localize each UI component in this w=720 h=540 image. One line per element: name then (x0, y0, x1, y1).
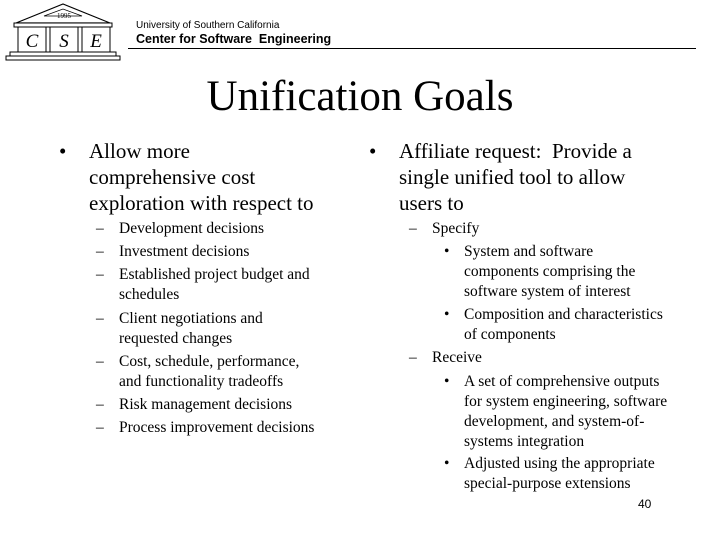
left-subitem (96, 242, 250, 262)
subitem-line: Process improvement decisions (119, 419, 315, 436)
dash-icon: – (409, 349, 417, 366)
subitem-line: and functionality tradeoffs (119, 373, 284, 390)
bullet-icon: • (444, 455, 450, 472)
item-line: Adjusted using the appropriate (464, 455, 655, 472)
item-line: development, and system-of- (464, 413, 645, 430)
specify-item (444, 242, 636, 302)
right-main-bullet (369, 138, 632, 216)
dash-icon: – (96, 310, 104, 327)
bullet-line: comprehensive cost (89, 165, 256, 189)
page-number: 40 (638, 497, 652, 511)
bullet-line: single unified tool to allow (399, 165, 626, 189)
right-subitem-receive (409, 348, 482, 368)
item-line: A set of comprehensive outputs (464, 373, 660, 390)
header-rule (128, 48, 696, 49)
subitem-line: Receive (432, 349, 482, 366)
bullet-icon: • (444, 243, 450, 260)
subitem-line: Development decisions (119, 220, 265, 237)
left-subitem (96, 395, 293, 415)
left-subitem (96, 418, 315, 438)
dash-icon: – (409, 220, 417, 237)
logo-letter-s: S (59, 31, 69, 52)
bullet-icon: • (59, 139, 67, 163)
bullet-line: users to (399, 191, 464, 215)
left-subitem (96, 352, 300, 392)
dash-icon: – (96, 220, 104, 237)
bullet-line: Allow more (89, 139, 190, 163)
item-line: systems integration (464, 433, 585, 450)
left-subitem (96, 219, 265, 239)
subitem-line: Risk management decisions (119, 396, 293, 413)
logo-letter-c: C (25, 31, 39, 52)
logo-year: 1995 (57, 12, 71, 20)
subitem-line: Investment decisions (119, 243, 250, 260)
item-line: for system engineering, software (464, 393, 668, 410)
subitem-line: requested changes (119, 330, 233, 347)
bullet-icon: • (444, 373, 450, 390)
dash-icon: – (96, 396, 104, 413)
subitem-line: Client negotiations and (119, 310, 263, 327)
subitem-line: Cost, schedule, performance, (119, 353, 300, 370)
bullet-icon: • (444, 306, 450, 323)
item-line: of components (464, 326, 556, 343)
subitem-line: Specify (432, 220, 480, 237)
logo-letter-e: E (90, 31, 102, 52)
center-name: Center for Software Engineering (136, 32, 332, 46)
dash-icon: – (96, 243, 104, 260)
receive-item (444, 454, 655, 494)
receive-item (444, 372, 668, 452)
left-subitem (96, 309, 263, 349)
university-name: University of Southern California (136, 20, 280, 31)
slide-title: Unification Goals (206, 73, 514, 120)
subitem-line: Established project budget and (119, 266, 310, 283)
bullet-line: Affiliate request: Provide a (399, 139, 632, 163)
bullet-icon: • (369, 139, 377, 163)
cse-logo (4, 2, 122, 62)
dash-icon: – (96, 419, 104, 436)
left-main-bullet (59, 138, 314, 216)
item-line: special-purpose extensions (464, 475, 631, 492)
left-subitem (96, 265, 310, 305)
right-subitem-specify (409, 219, 480, 239)
subitem-line: schedules (119, 286, 180, 303)
specify-item (444, 305, 663, 345)
item-line: System and software (464, 243, 594, 260)
dash-icon: – (96, 353, 104, 370)
dash-icon: – (96, 266, 104, 283)
bullet-line: exploration with respect to (89, 191, 314, 215)
item-line: Composition and characteristics (464, 306, 663, 323)
item-line: components comprising the (464, 263, 636, 280)
item-line: software system of interest (464, 283, 631, 300)
